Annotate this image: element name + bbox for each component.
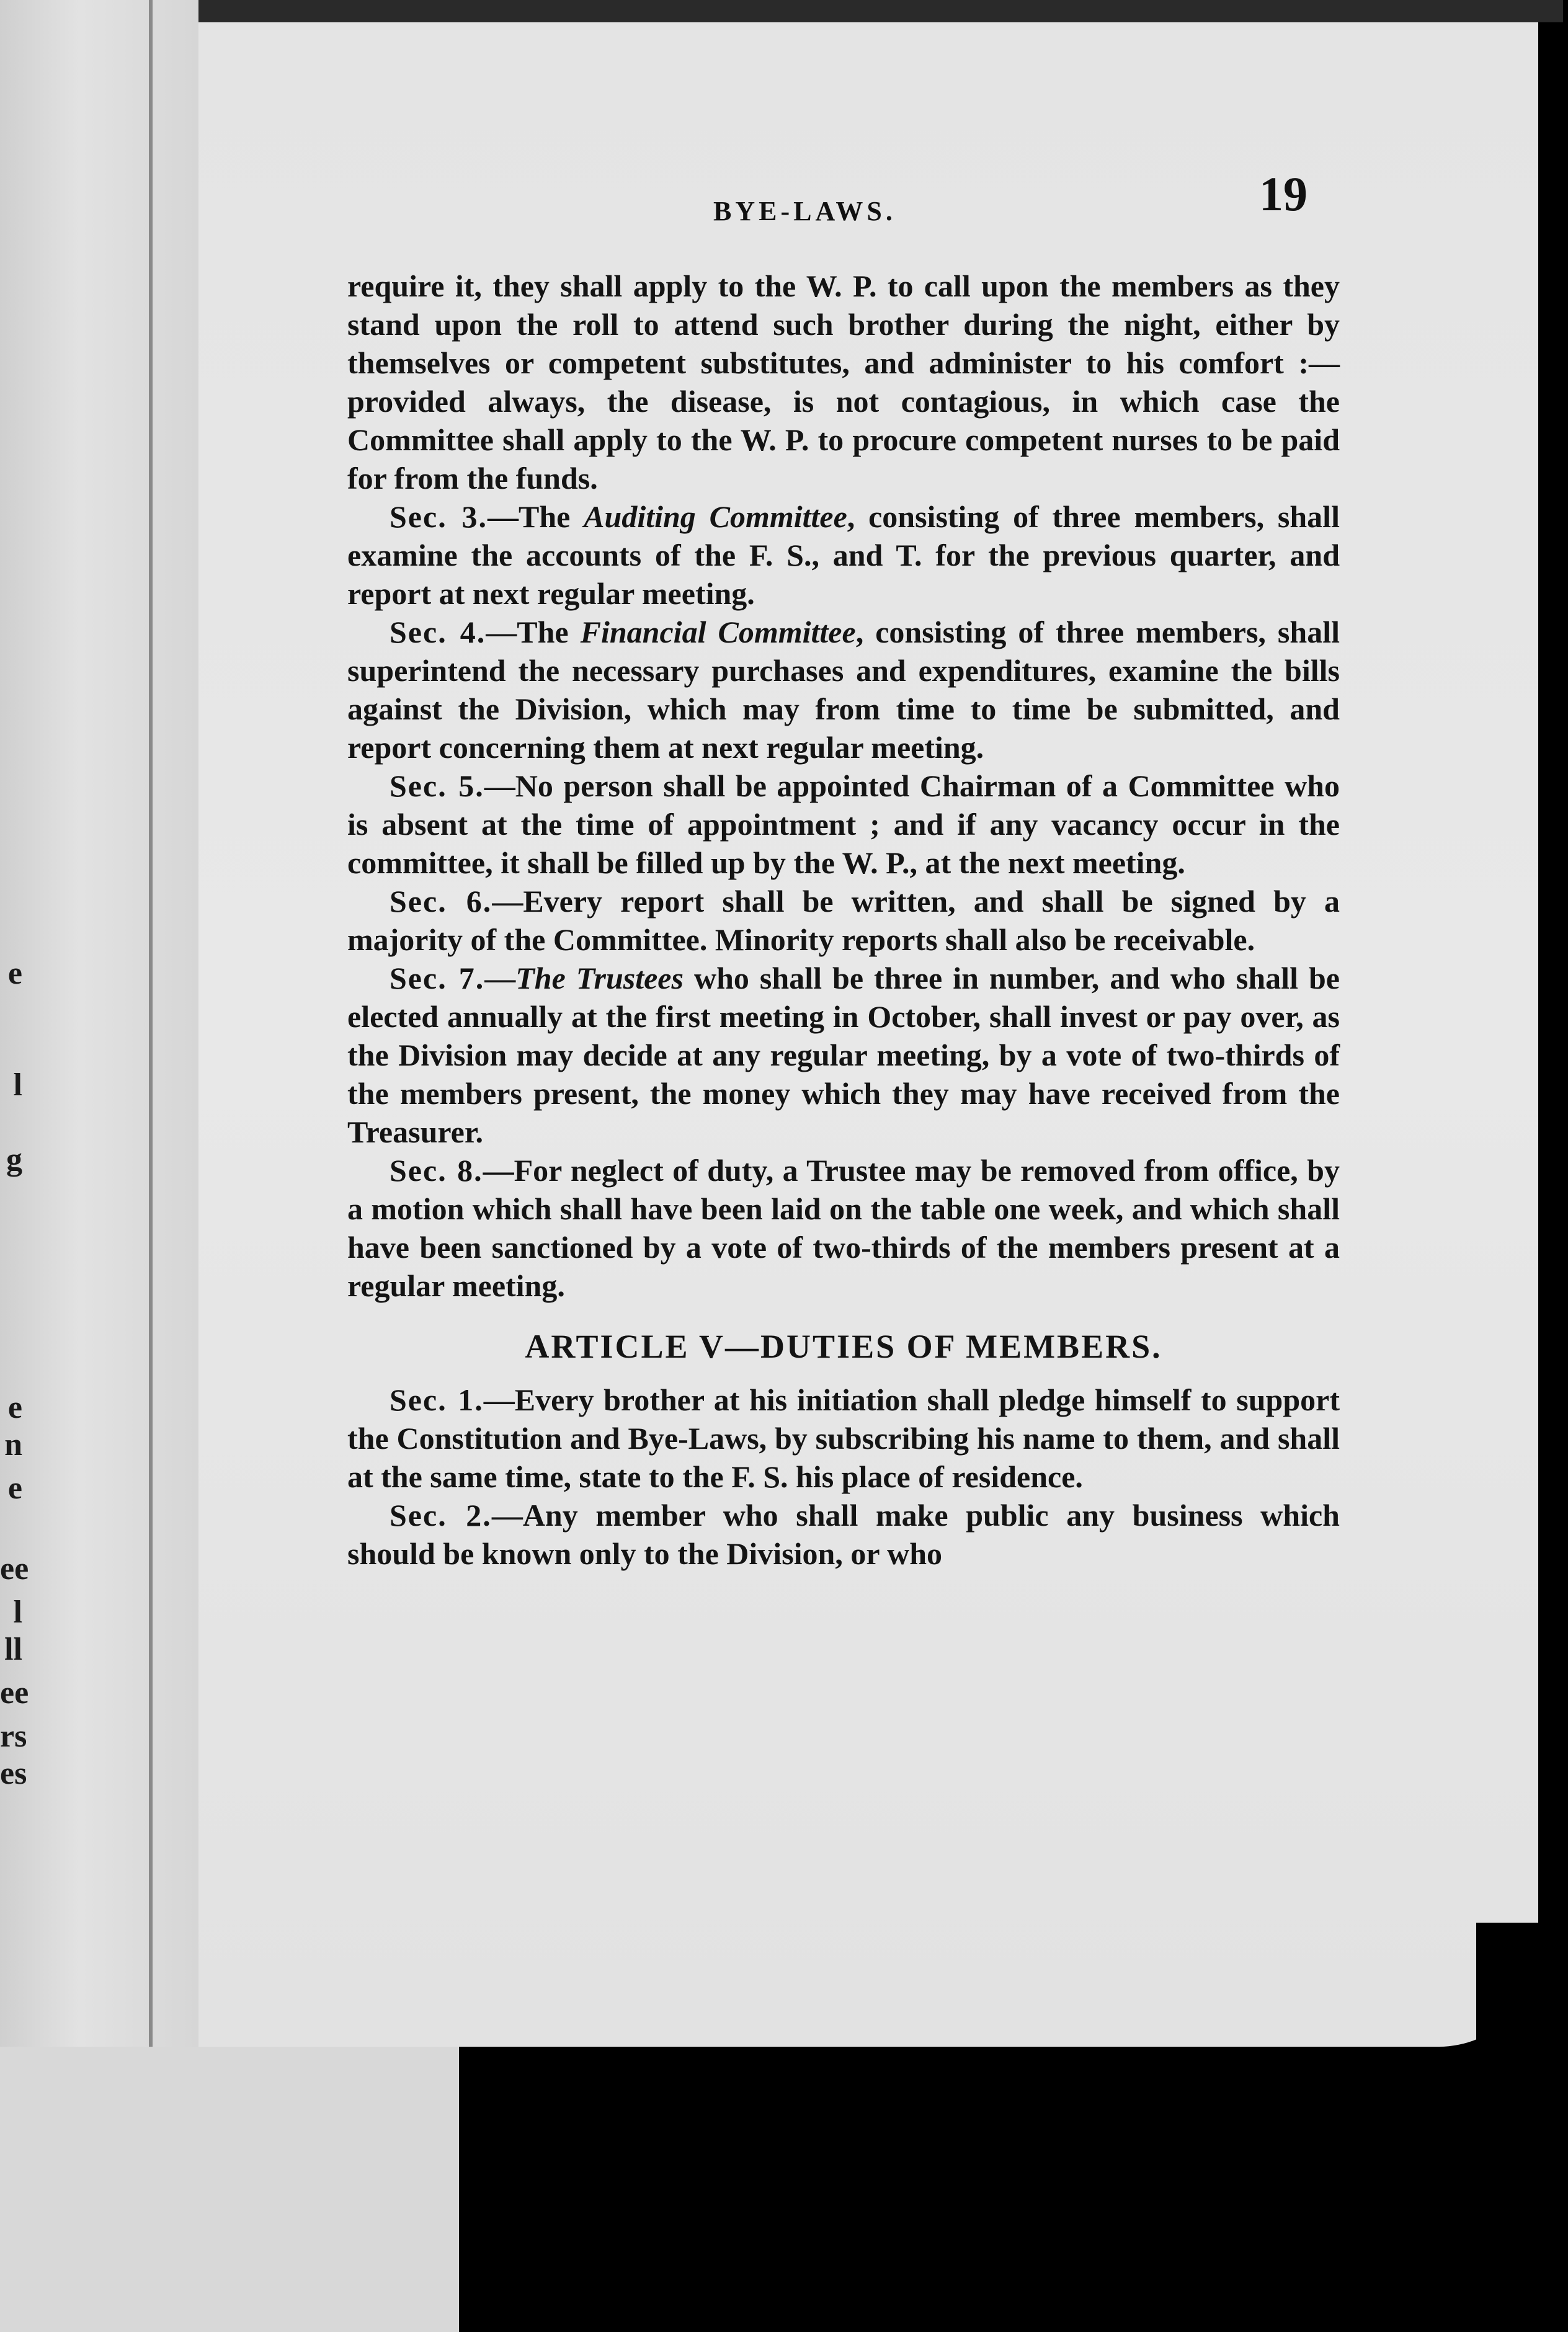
edge-letter: e — [7, 956, 22, 991]
edge-letter: ll — [4, 1632, 22, 1667]
section-italic-term: The Trustees — [515, 961, 684, 995]
section-6 — [347, 882, 1340, 959]
edge-letter: l — [13, 1595, 22, 1630]
section-label: Sec. 2. — [390, 1498, 492, 1533]
page-corner-background — [1476, 1923, 1568, 2047]
section-text: —No person shall be appointed Chairman of a Committee who is absent at the time of appointment ; and if any vacancy occur in the committee, it shall be filled up by the W. P., at the next meeting. — [347, 768, 1340, 880]
edge-letter: n — [4, 1427, 22, 1462]
facing-page — [0, 0, 198, 2047]
section-text: — — [484, 961, 516, 995]
page-number: 19 — [1259, 167, 1307, 221]
section-label: Sec. 4. — [390, 615, 486, 649]
article-heading: ARTICLE V—DUTIES OF MEMBERS. — [525, 1328, 1162, 1365]
running-head: BYE-LAWS. — [713, 196, 896, 226]
article-5-section-1 — [347, 1381, 1340, 1496]
section-text: , consisting of three members, shall superintend the necessary purchases and expenditures, examine the bills against the Division, which may from time to time be submitted, and report concerning them at next regular meeting. — [347, 615, 1340, 765]
section-label: Sec. 1. — [390, 1382, 484, 1417]
section-text: who shall be three in number, and who shall be elected annually at the first meeting in October, shall invest or pay over, as the Division may decide at any regular meeting, by a vote of two-thirds of the members present, the money which they may have received from the Treasurer. — [347, 961, 1340, 1149]
section-label: Sec. 5. — [390, 768, 484, 803]
section-text: —The — [486, 615, 581, 649]
section-7 — [347, 959, 1340, 1151]
section-text: , consisting of three members, shall examine the accounts of the F. S., and T. for the previous quarter, and report at next regular meeting. — [347, 499, 1340, 611]
section-5 — [347, 767, 1340, 882]
facing-page-edge-text — [0, 0, 29, 2047]
edge-letter: l — [13, 1067, 22, 1103]
binding-gutter — [149, 0, 153, 2047]
section-text: —Every brother at his initiation shall pledge himself to support the Constitution and Bye-Laws, by subscribing his name to them, and shall at the same time, state to the F. S. his place of residence. — [347, 1382, 1340, 1494]
section-3 — [347, 497, 1340, 613]
section-text: —Every report shall be written, and shall be signed by a majority of the Committee. Minority reports shall also be receivable. — [347, 884, 1340, 957]
section-4 — [347, 613, 1340, 767]
article-5-section-2 — [347, 1496, 1340, 1573]
section-label: Sec. 3. — [390, 499, 488, 534]
page-body — [347, 267, 1340, 1573]
edge-letter: e — [7, 1471, 22, 1506]
section-label: Sec. 6. — [390, 884, 492, 919]
section-text: —The — [488, 499, 584, 534]
section-8 — [347, 1151, 1340, 1305]
section-label: Sec. 7. — [390, 961, 485, 995]
edge-letter: g — [6, 1142, 22, 1177]
section-text: —For neglect of duty, a Trustee may be removed from office, by a motion which shall have been laid on the table one week, and which shall have been sanctioned by a vote of two-thirds of the members present at a regular meeting. — [347, 1153, 1340, 1303]
edge-letter: rs — [0, 1719, 27, 1754]
page-top-shadow — [198, 0, 1563, 22]
section-italic-term: Auditing Committee — [584, 499, 847, 534]
continued-paragraph: require it, they shall apply to the W. P. to call upon the members as they stand upon the roll to attend such brother during the night, either by themselves or competent substitutes, and administer to his comfort :—provided always, the disease, is not contagious, in which case the Committee shall apply to the W. P. to procure competent nurses to be paid for from the funds. — [347, 269, 1340, 496]
section-italic-term: Financial Committee — [580, 615, 856, 649]
section-label: Sec. 8. — [390, 1153, 483, 1188]
underlying-sheet — [0, 2047, 459, 2332]
edge-letter: e — [7, 1390, 22, 1425]
edge-letter: ee — [0, 1551, 29, 1587]
edge-letter: ee — [0, 1675, 29, 1711]
section-text: —Any member who shall make public any business which should be known only to the Division, or who — [347, 1498, 1340, 1571]
edge-letter: es — [0, 1756, 27, 1791]
